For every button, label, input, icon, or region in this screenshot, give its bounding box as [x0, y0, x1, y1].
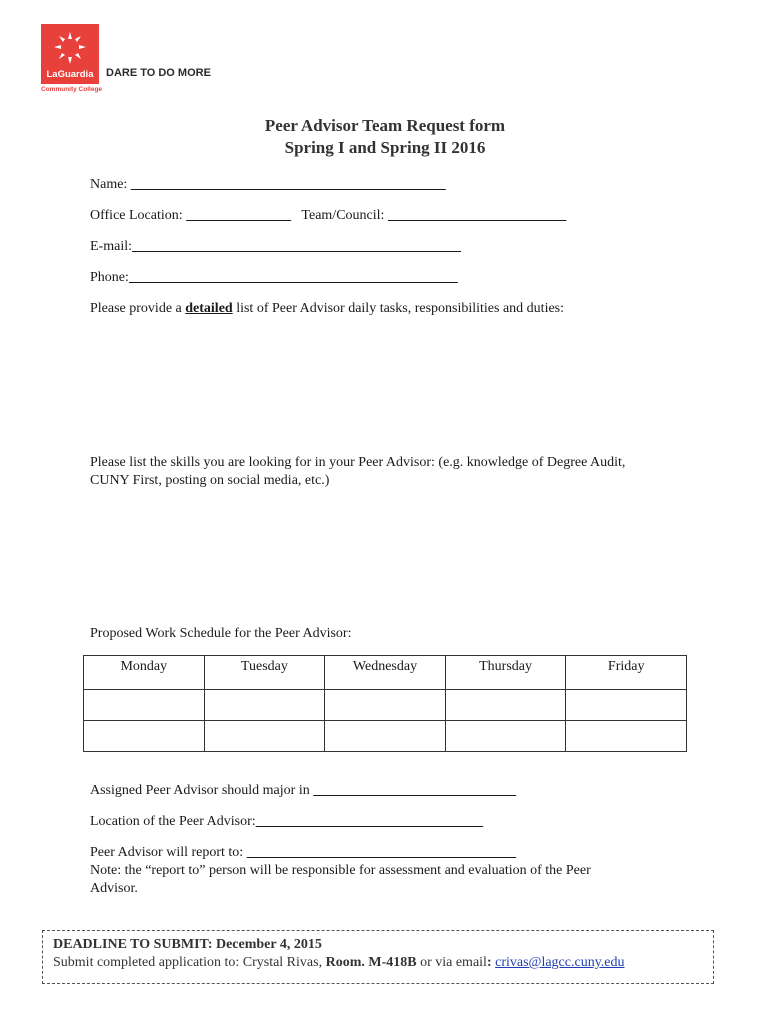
phone-blank[interactable] — [129, 270, 458, 285]
location-field-row — [90, 814, 483, 830]
tasks-emphasis: detailed — [185, 301, 233, 316]
phone-field-row — [90, 270, 458, 286]
day-header: Wednesday — [325, 656, 446, 690]
name-blank[interactable] — [131, 177, 446, 192]
email-field-row — [90, 239, 461, 255]
submit-room: Room. M-418B — [325, 955, 417, 970]
schedule-cell[interactable] — [84, 690, 205, 721]
office-team-row — [90, 208, 566, 224]
report-to-blank[interactable] — [247, 845, 517, 860]
schedule-cell[interactable] — [566, 690, 687, 721]
submit-instructions — [53, 955, 625, 971]
schedule-cell[interactable] — [204, 721, 325, 752]
phone-label: Phone: — [90, 270, 129, 285]
email-link[interactable]: crivas@lagcc.cuny.edu — [495, 955, 625, 970]
team-council-blank[interactable] — [388, 208, 567, 223]
advisor-location-blank[interactable] — [256, 814, 484, 829]
schedule-cell[interactable] — [325, 690, 446, 721]
report-note-line2: Advisor. — [90, 881, 138, 896]
work-schedule-table — [83, 655, 687, 752]
report-to-label: Peer Advisor will report to: — [90, 845, 244, 860]
team-council-label: Team/Council: — [301, 208, 385, 223]
laguardia-logo — [41, 24, 99, 84]
schedule-row — [84, 721, 687, 752]
day-header: Tuesday — [204, 656, 325, 690]
skills-prompt-line1: Please list the skills you are looking for in your Peer Advisor: (e.g. knowledge of Degree Audit, — [90, 455, 626, 470]
tasks-prompt — [90, 301, 564, 317]
schedule-cell[interactable] — [445, 690, 566, 721]
office-location-blank[interactable] — [186, 208, 291, 223]
tasks-prefix: Please provide a — [90, 301, 186, 316]
logo-tagline: DARE TO DO MORE — [106, 67, 211, 79]
schedule-cell[interactable] — [204, 690, 325, 721]
name-field-row — [90, 177, 446, 193]
report-field-row — [90, 845, 516, 861]
deadline-box — [42, 930, 714, 984]
starburst-icon — [50, 28, 90, 68]
form-title: Peer Advisor Team Request form — [264, 116, 506, 135]
logo-subtitle: Community College — [41, 86, 103, 93]
schedule-cell[interactable] — [566, 721, 687, 752]
skills-prompt-line2: CUNY First, posting on social media, etc.) — [90, 473, 330, 488]
deadline-heading: DEADLINE TO SUBMIT: December 4, 2015 — [53, 937, 322, 952]
day-header: Monday — [84, 656, 205, 690]
submit-via: or via email — [416, 955, 487, 970]
advisor-location-label: Location of the Peer Advisor: — [90, 814, 256, 829]
schedule-cell[interactable] — [325, 721, 446, 752]
schedule-cell[interactable] — [445, 721, 566, 752]
schedule-row — [84, 690, 687, 721]
major-label: Assigned Peer Advisor should major in — [90, 783, 310, 798]
day-header: Thursday — [445, 656, 566, 690]
submit-colon: : — [486, 955, 492, 970]
major-field-row — [90, 783, 516, 799]
form-subtitle: Spring I and Spring II 2016 — [284, 138, 486, 157]
report-note-line1: Note: the “report to” person will be responsible for assessment and evaluation of the Peer — [90, 863, 591, 878]
day-header: Friday — [566, 656, 687, 690]
schedule-header-row — [84, 656, 687, 690]
tasks-suffix: list of Peer Advisor daily tasks, responsibilities and duties: — [232, 301, 565, 316]
major-blank[interactable] — [313, 783, 516, 798]
email-blank[interactable] — [132, 239, 461, 254]
email-label: E-mail: — [90, 239, 132, 254]
logo-name: LaGuardia — [46, 69, 94, 80]
name-label: Name: — [90, 177, 128, 192]
schedule-cell[interactable] — [84, 721, 205, 752]
schedule-label: Proposed Work Schedule for the Peer Advisor: — [90, 626, 352, 641]
submit-prefix: Submit completed application to: Crystal Rivas, — [53, 955, 326, 970]
office-location-label: Office Location: — [90, 208, 183, 223]
